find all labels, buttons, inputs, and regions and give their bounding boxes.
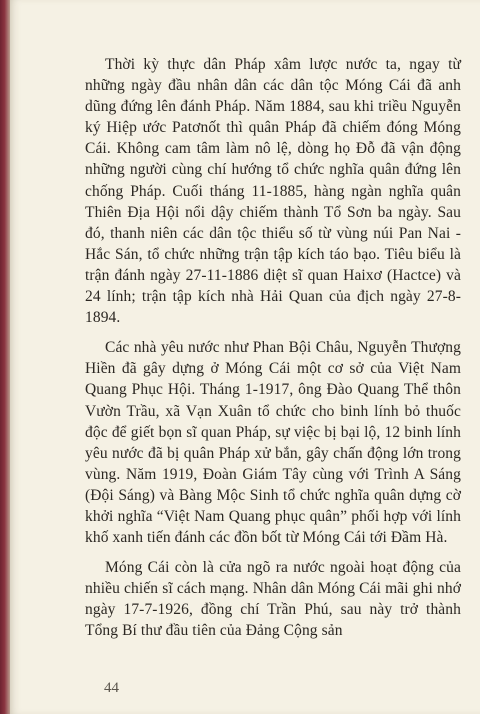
paragraph-1: Thời kỳ thực dân Pháp xâm lược nước ta, ngay từ những ngày đầu nhân dân các dân tộc Móng Cái đã anh dũng đứng lên đánh Pháp. Năm 1884, sau khi triều Nguyễn ký Hiệp ước Patơnốt thì quân Pháp đã chiếm đóng Móng Cái. Không cam tâm làm nô lệ, dòng họ Đỗ đã vận động những người cùng chí hướng tổ chức nghĩa quân đứng lên chống Pháp. Cuối tháng 11-1885, hàng ngàn nghĩa quân Thiên Địa Hội nổi dậy chiếm thành Tổ Sơn ba ngày. Sau đó, thanh niên các dân tộc thiểu số từ vùng núi Pan Nai - Hắc Sán, tổ chức những trận tập kích táo bạo. Tiêu biểu là trận đánh ngày 27-11-1886 diệt sĩ quan Haixơ (Hactce) và 24 lính; trận tập kích nhà Hải Quan của địch ngày 27-8-1894. — [85, 56, 461, 327]
page-number: 44 — [104, 680, 119, 696]
book-binding-edge — [0, 0, 10, 714]
page-body-text — [85, 54, 461, 651]
paragraph-3: Móng Cái còn là cửa ngõ ra nước ngoài hoạt động của nhiều chiến sĩ cách mạng. Nhân dân Móng Cái mãi ghi nhớ ngày 17-7-1926, đồng chí Trần Phú, sau này trở thành Tổng Bí thư đầu tiên của Đảng Cộng sản — [85, 559, 461, 640]
paragraph-2: Các nhà yêu nước như Phan Bội Châu, Nguyễn Thượng Hiền đã gây dựng ở Móng Cái một cơ sở của Việt Nam Quang Phục Hội. Tháng 1-1917, ông Đào Quang Thể thôn Vườn Trầu, xã Vạn Xuân tổ chức cho binh lính bỏ thuốc độc để giết bọn sĩ quan Pháp, sự việc bị bại lộ, 12 binh lính yêu nước đã bị quân Pháp xử bắn, gây chấn động lớn trong vùng. Năm 1919, Đoàn Giám Tây cùng với Trình A Sáng (Đội Sáng) và Bàng Mộc Sinh tổ chức nghĩa quân dựng cờ khởi nghĩa “Việt Nam Quang phục quân” phối hợp với lính khố xanh tiến đánh các đồn bốt từ Móng Cái tới Đầm Hà. — [85, 339, 461, 547]
